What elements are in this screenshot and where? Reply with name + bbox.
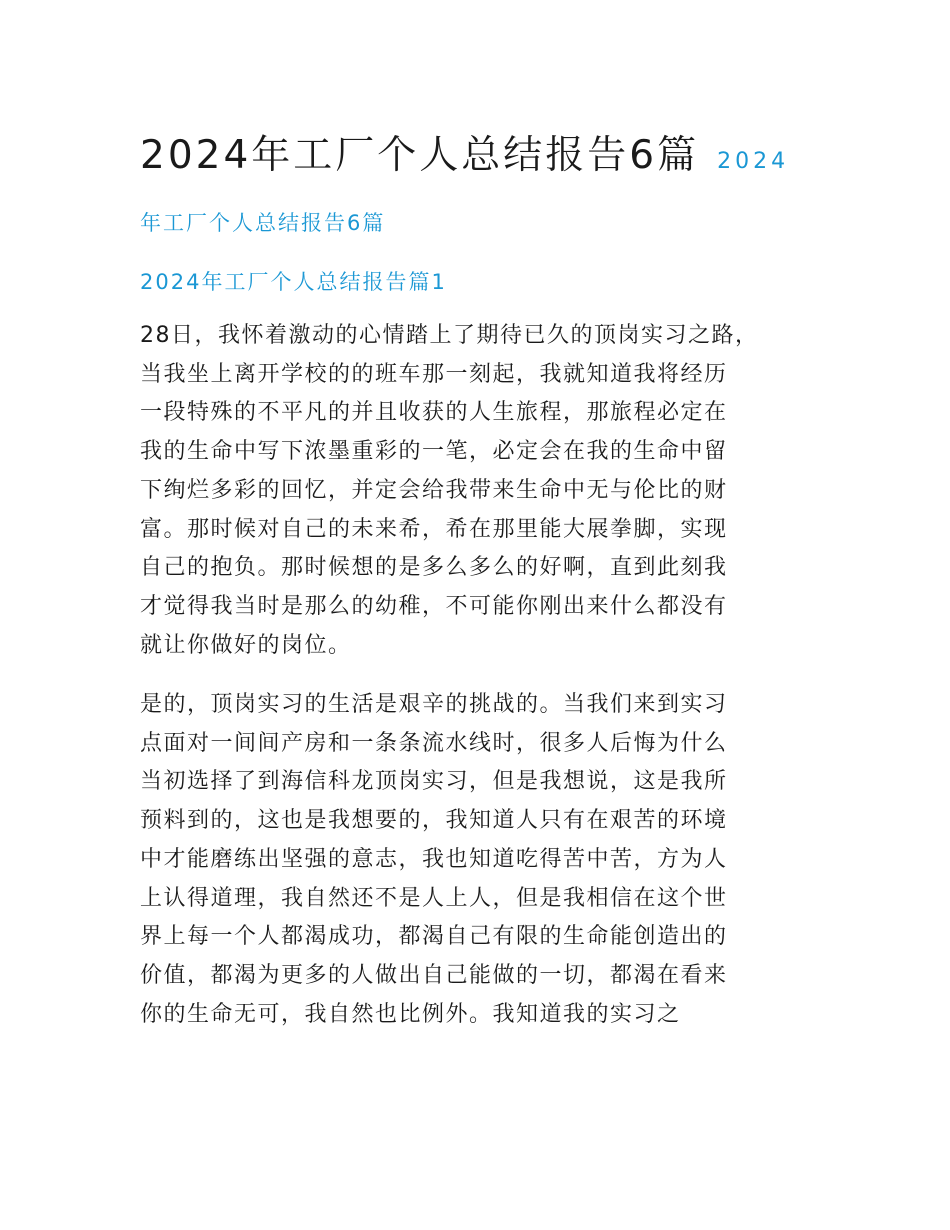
- paragraph-1: [140, 317, 840, 665]
- document-title: [140, 124, 789, 180]
- paragraph-line: 我的生命中写下浓墨重彩的一笔，必定会在我的生命中留: [140, 439, 728, 465]
- title-tail-text: 2024: [717, 149, 790, 174]
- paragraph-line: 界上每一个人都渴成功，都渴自己有限的生命能创造出的: [140, 924, 728, 950]
- paragraph-line: 是的，顶岗实习的生活是艰辛的挑战的。当我们来到实习: [140, 692, 728, 717]
- paragraph-line: 中才能磨练出坚强的意志，我也知道吃得苦中苦，方为人: [140, 846, 728, 872]
- paragraph-line: 28日，我怀着激动的心情踏上了期待已久的顶岗实习之路，: [140, 323, 759, 348]
- paragraph-line: 一段特殊的不平凡的并且收获的人生旅程，那旅程必定在: [140, 400, 728, 426]
- paragraph-line: 才觉得我当时是那么的幼稚，不可能你刚出来什么都没有: [140, 593, 728, 619]
- paragraph-line: 自己的抱负。那时候想的是多么多么的好啊，直到此刻我: [140, 555, 728, 581]
- subtitle-continuation: 年工厂个人总结报告6篇: [140, 211, 386, 235]
- paragraph-2: [140, 686, 840, 1034]
- paragraph-line: 上认得道理，我自然还不是人上人，但是我相信在这个世: [140, 885, 728, 911]
- paragraph-line: 富。那时候对自己的未来希，希在那里能大展拳脚，实现: [140, 516, 728, 542]
- paragraph-line: 当我坐上离开学校的的班车那一刻起，我就知道我将经历: [140, 361, 728, 387]
- paragraph-line: 点面对一间间产房和一条条流水线时，很多人后悔为什么: [140, 730, 728, 756]
- paragraph-line: 价值，都渴为更多的人做出自己能做的一切，都渴在看来: [140, 962, 728, 988]
- title-main-text: 2024年工厂个人总结报告6篇: [140, 133, 700, 178]
- paragraph-line: 预料到的，这也是我想要的，我知道人只有在艰苦的环境: [140, 808, 728, 834]
- section-heading: 2024年工厂个人总结报告篇1: [140, 270, 447, 294]
- paragraph-line: 就让你做好的岗位。: [140, 632, 352, 658]
- paragraph-line: 当初选择了到海信科龙顶岗实习，但是我想说，这是我所: [140, 769, 728, 795]
- paragraph-line: 下绚烂多彩的回忆，并定会给我带来生命中无与伦比的财: [140, 477, 728, 503]
- paragraph-line: 你的生命无可，我自然也比例外。我知道我的实习之: [140, 1001, 681, 1027]
